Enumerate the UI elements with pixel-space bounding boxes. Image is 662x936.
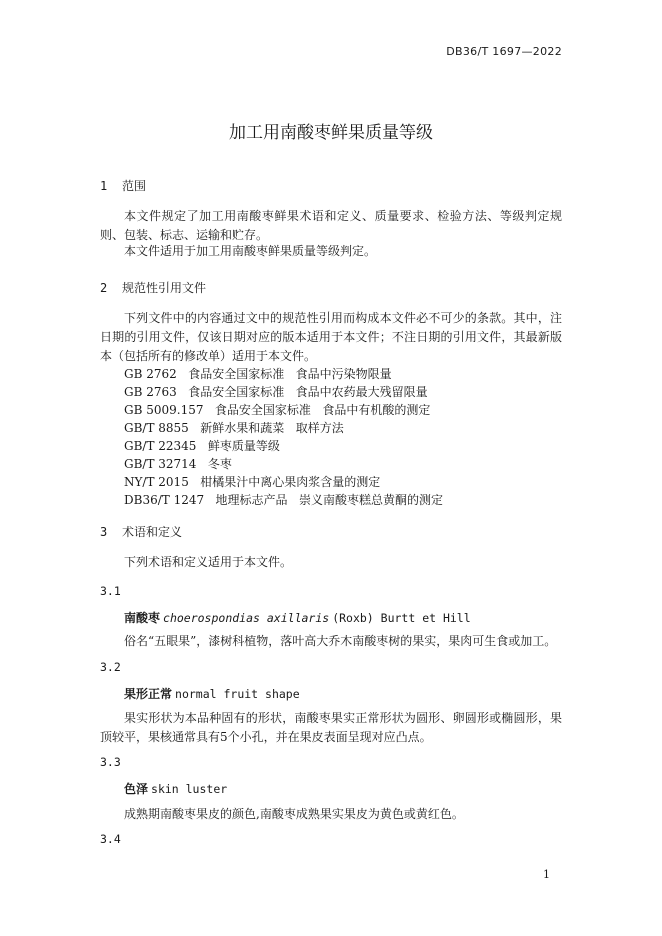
scope-paragraph-1: 本文件规定了加工用南酸枣鲜果术语和定义、质量要求、检验方法、等级判定规则、包装、标志、运输和贮存。: [100, 209, 562, 242]
term-entry: [124, 609, 471, 626]
reference-item: GB/T 32714 冬枣: [124, 457, 232, 471]
term-entry: [124, 685, 300, 702]
normative-intro: 下列文件中的内容通过文中的规范性引用而构成本文件必不可少的条款。其中，注日期的引用文件，仅该日期对应的版本适用于本文件；不注日期的引用文件，其最新版本（包括所有的修改单）适用于本文件。: [100, 311, 562, 363]
scope-paragraph-2: 本文件适用于加工用南酸枣鲜果质量等级判定。: [124, 244, 377, 258]
reference-item: DB36/T 1247 地理标志产品 崇义南酸枣糕总黄酮的测定: [124, 493, 443, 507]
term-chinese: 色泽: [124, 782, 149, 796]
section-number: 2: [100, 281, 108, 295]
term-english: skin luster: [151, 782, 228, 796]
section-number: 3: [100, 525, 108, 539]
section-title: 术语和定义: [122, 525, 183, 539]
section-title: 范围: [122, 179, 147, 193]
section-heading-terms: [100, 523, 182, 540]
terms-intro: 下列术语和定义适用于本文件。: [124, 555, 293, 569]
term-definition: 俗名“五眼果”，漆树科植物，落叶高大乔木南酸枣树的果实，果肉可生食或加工。: [124, 634, 557, 648]
section-number: 1: [100, 179, 108, 193]
reference-item: GB 5009.157 食品安全国家标准 食品中有机酸的测定: [124, 403, 431, 417]
section-title: 规范性引用文件: [122, 281, 207, 295]
term-definition: 果实形状为本品种固有的形状，南酸枣果实正常形状为圆形、卵圆形或椭圆形，果顶较平，果核通常具有5个小孔，并在果皮表面呈现对应凸点。: [100, 711, 562, 744]
term-chinese: 果形正常: [124, 687, 173, 701]
reference-item: GB 2763 食品安全国家标准 食品中农药最大残留限量: [124, 385, 428, 399]
term-definition: 成熟期南酸枣果皮的颜色,南酸枣成熟果实果皮为黄色或黄红色。: [124, 807, 464, 821]
clause-number: 3.2: [100, 660, 121, 674]
reference-item: GB 2762 食品安全国家标准 食品中污染物限量: [124, 367, 392, 381]
clause-number: 3.4: [100, 832, 121, 846]
page-number: 1: [543, 868, 550, 881]
document-title: 加工用南酸枣鲜果质量等级: [229, 123, 433, 143]
term-entry: [124, 780, 227, 797]
term-english: (Roxb) Burtt et Hill: [332, 611, 471, 625]
term-latin: choerospondias axillaris: [163, 611, 330, 625]
reference-item: NY/T 2015 柑橘果汁中离心果肉浆含量的测定: [124, 475, 381, 489]
section-heading-normative: [100, 279, 206, 296]
term-english: normal fruit shape: [175, 687, 300, 701]
reference-item: GB/T 8855 新鲜水果和蔬菜 取样方法: [124, 421, 344, 435]
reference-item: GB/T 22345 鲜枣质量等级: [124, 439, 280, 453]
clause-number: 3.3: [100, 755, 121, 769]
section-heading-scope: [100, 177, 146, 194]
standard-code: DB36/T 1697—2022: [446, 45, 562, 58]
clause-number: 3.1: [100, 584, 121, 598]
term-chinese: 南酸枣: [124, 611, 161, 625]
